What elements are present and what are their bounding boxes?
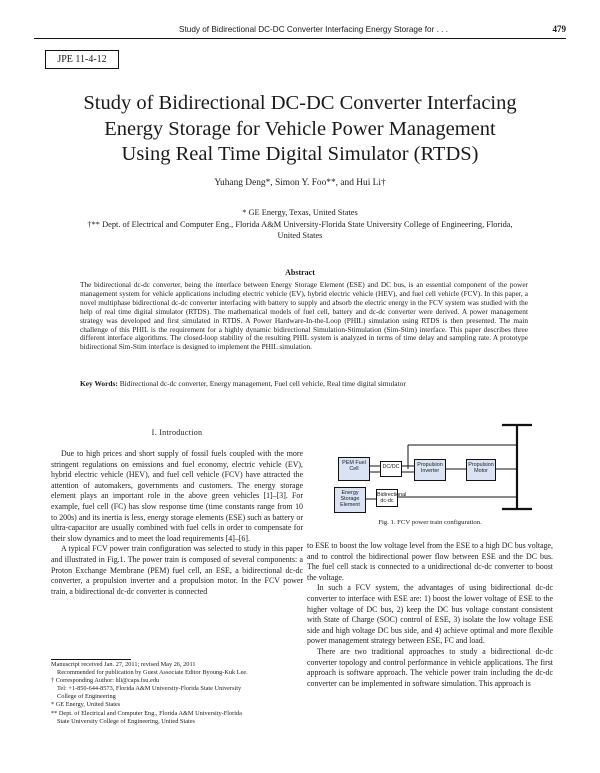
footnote-line: † Corresponding Author: hli@caps.fsu.edu xyxy=(51,677,160,685)
abstract-heading: Abstract xyxy=(285,268,315,277)
ese-block: Energy Storage Element xyxy=(334,487,366,513)
dcdc-block: DC/DC xyxy=(380,461,402,477)
keywords-list: Bidirectional dc-dc converter, Energy management, Fuel cell vehicle, Real time digital simulator xyxy=(119,379,406,388)
footnote-line: Manuscript received Jan. 27, 2011; revised May 26, 2011 xyxy=(51,661,196,668)
affiliations xyxy=(30,207,570,242)
body-paragraph: There are two traditional approaches to study a bidirectional dc-dc converter topology and control performance in vehicle applications. The first approach is software approach. The vehicle power train including the dc-dc converter can be implemented in software simulation. This approach is xyxy=(307,646,553,688)
page-number: 479 xyxy=(552,24,566,34)
keywords xyxy=(80,379,540,388)
body-paragraph: Due to high prices and short supply of fossil fuels coupled with the more stringent regulations on emissions and fuel economy, electric vehicle (EV), hybrid electric vehicle (HEV), and fuel cell vehicle (FCV) have attracted the attention of automakers, governments and customers. The energy storage element plays an important role in the above green vehicles [1]–[3]. For example, fuel cell (FC) has slow response time (time constants range from 10 to 200s) and its inertia is less, energy storage elements (ESE) such as battery or ultra-capacitor are usually combined with fuel cells in order to compensate for their slow dynamics and to meet the load requirements [4]–[6]. xyxy=(51,449,303,543)
title-line: Using Real Time Digital Simulator (RTDS) xyxy=(121,143,479,165)
body-paragraph: In such a FCV system, the advantages of using bidirectional dc-dc converter to interface with ESE are: 1) boost the lower voltage of ESE to the higher voltage of DC bus, 2) keep the DC bus voltage constant consistent with State of Charge (SOC) control of ESE, 3) isolate the low voltage ESE side and high voltage DC bus side, and 4) achieve optimal and more flexible power management strategy between ESE, FC and load. xyxy=(307,583,553,646)
right-column xyxy=(307,541,553,689)
footnote-line: * GE Energy, United States xyxy=(51,701,121,709)
footnote-line: Tel: +1-850-644-8573, Florida A&M University-Florida State University xyxy=(57,685,242,693)
converter-block: Bidirectional dc-dc xyxy=(376,489,398,507)
footnotes xyxy=(51,661,303,726)
title-line: Energy Storage for Vehicle Power Management xyxy=(104,117,496,140)
paper-title xyxy=(30,91,570,168)
footnote-line: Recommended for publication by Guest Associate Editor Byoung-Kuk Lee. xyxy=(57,669,248,677)
abstract-text: The bidirectional dc-dc converter, being the interface between Energy Storage Element (ESE) and DC bus, is an essential component of the power management system for vehicle applications including electric vehicle (EV), hybrid electric vehicle (HEV), and fuel cell vehicle (FCV). In this paper, a novel multiphase bidirectional dc-dc converter interfacing with battery to supply and absorb the electric energy in the FCV system was studied with the help of real time digital simulator (RTDS). The mathematical models of fuel cell, battery and dc-dc converter were derived. A power management strategy was developed and first simulated in RTDS. A Power Hardware-In-the-Loop (PHIL) simulation using RTDS is then presented. The main challenge of this PHIL is the requirement for a highly dynamic bidirectional Simulation-Stimulation (Sim-Stim) interface. This paper describes three different interface algorithms. The closed-loop stability of the resulting PHIL system is analyzed in terms of time delay and sampling rate. A prototype bidirectional Sim-Stim interface is designed to implement the PHIL simulation. xyxy=(80,280,528,352)
running-title: Study of Bidirectional DC-DC Converter Interfacing Energy Storage for . . . xyxy=(179,25,448,34)
figure-caption: Fig. 1. FCV power train configuration. xyxy=(378,519,482,526)
footnote-line: College of Engineering xyxy=(57,693,116,701)
running-header xyxy=(34,23,566,37)
body-paragraph: A typical FCV power train configuration was selected to study in this paper and illustrated in Fig.1. The power train is composed of several components: a Proton Exchange Membrane (PEM) fuel cell, an ESE, a bidirectional dc-dc converter, a propulsion inverter and a propulsion motor. In the FCV power train, a bidirectional dc-dc converter is connected xyxy=(51,544,303,596)
footnote-rule xyxy=(51,659,131,660)
header-rule xyxy=(34,38,566,39)
fuel-cell-block: PEM Fuel Cell xyxy=(338,457,370,481)
inverter-block: Propulsion Inverter xyxy=(414,459,446,481)
figure-fcv-power-train xyxy=(330,417,550,523)
keywords-label: Key Words: xyxy=(80,379,118,388)
affiliation-line: †** Dept. of Electrical and Computer Eng., Florida A&M University-Florida State University College of Engineering, Florida, xyxy=(87,219,513,229)
left-column xyxy=(51,449,303,597)
affiliation-line: United States xyxy=(277,231,323,240)
footnote-line: ** Dept. of Electrical and Computer Eng., Florida A&M University-Florida xyxy=(51,709,242,717)
section-heading: I. Introduction xyxy=(151,428,203,437)
authors: Yuhang Deng*, Simon Y. Foo**, and Hui Li† xyxy=(214,178,386,188)
affiliation-line: * GE Energy, Texas, United States xyxy=(242,208,358,217)
paper-id-box: JPE 11-4-12 xyxy=(45,50,119,69)
body-paragraph: to ESE to boost the low voltage level from the ESE to a high DC bus voltage, and to control the bidirectional power flow between ESE and the DC bus. The fuel cell stack is connected to a unidirectional dc-dc converter to boost the voltage. xyxy=(307,541,553,582)
title-line: Study of Bidirectional DC-DC Converter Interfacing xyxy=(83,92,517,114)
motor-block: Propulsion Motor xyxy=(466,459,496,481)
footnote-line: State University College of Engineering, United States xyxy=(57,717,195,725)
